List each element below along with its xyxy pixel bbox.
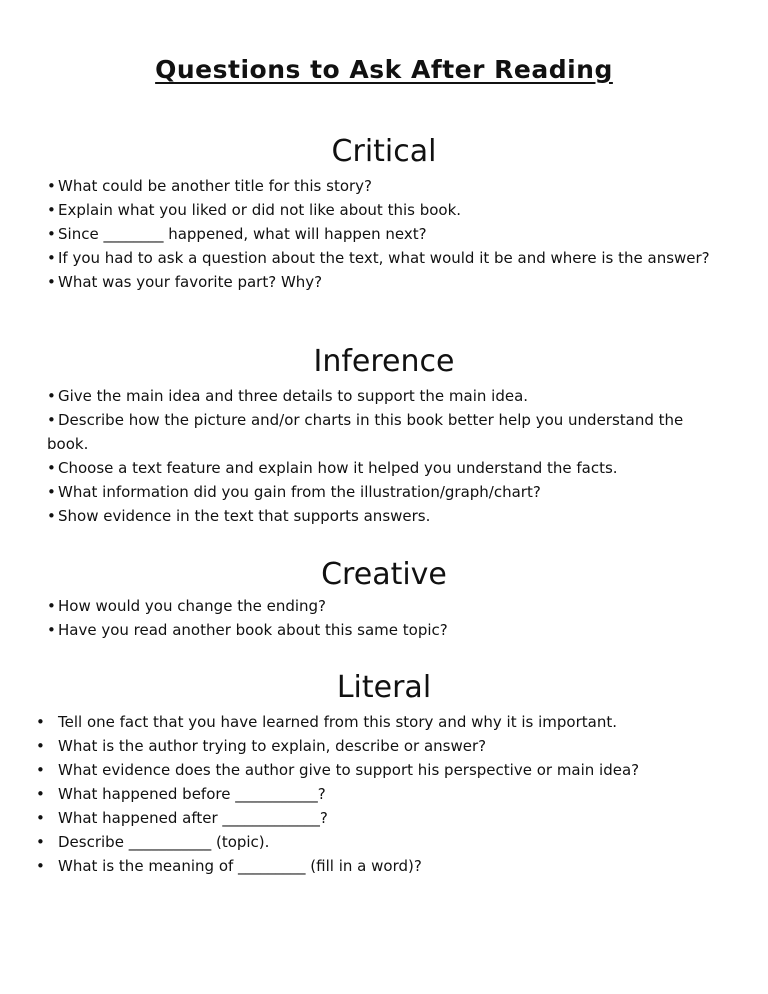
list-item: • Tell one fact that you have learned from this story and why it is important. <box>47 710 727 734</box>
document-title: Questions to Ask After Reading <box>155 55 613 84</box>
inference-question-list <box>47 384 727 528</box>
section-heading-inference: Inference <box>313 344 455 379</box>
list-item: • Choose a text feature and explain how it helped you understand the facts. <box>47 456 727 480</box>
section-heading-literal: Literal <box>336 670 432 705</box>
list-item: • Since ________ happened, what will happen next? <box>47 222 727 246</box>
list-item: • How would you change the ending? <box>47 594 727 618</box>
bullet-icon: • <box>36 857 45 875</box>
critical-question-list <box>47 174 727 294</box>
bullet-icon: • <box>47 177 56 195</box>
literal-question-list <box>36 710 727 878</box>
list-item: • What could be another title for this story? <box>47 174 727 198</box>
bullet-icon: • <box>47 201 56 219</box>
list-item: • Give the main idea and three details to support the main idea. <box>47 384 727 408</box>
section-heading-critical: Critical <box>331 134 437 169</box>
bullet-icon: • <box>36 785 45 803</box>
list-item: • What was your favorite part? Why? <box>47 270 727 294</box>
bullet-icon: • <box>36 761 45 779</box>
bullet-icon: • <box>47 249 56 267</box>
bullet-icon: • <box>47 483 56 501</box>
list-item: • Describe how the picture and/or charts in this book better help you understand the book. <box>47 408 727 456</box>
bullet-icon: • <box>36 833 45 851</box>
bullet-icon: • <box>47 273 56 291</box>
bullet-icon: • <box>47 597 56 615</box>
list-item: • What happened before ___________? <box>47 782 727 806</box>
list-item: • Explain what you liked or did not like about this book. <box>47 198 727 222</box>
bullet-icon: • <box>36 713 45 731</box>
list-item: • What happened after _____________? <box>47 806 727 830</box>
list-item: • Have you read another book about this same topic? <box>47 618 727 642</box>
creative-question-list <box>47 594 727 642</box>
list-item: • What is the author trying to explain, describe or answer? <box>47 734 727 758</box>
section-heading-creative: Creative <box>321 557 447 592</box>
bullet-icon: • <box>47 621 56 639</box>
bullet-icon: • <box>36 809 45 827</box>
list-item: • What is the meaning of _________ (fill in a word)? <box>47 854 727 878</box>
bullet-icon: • <box>36 737 45 755</box>
bullet-icon: • <box>47 387 56 405</box>
list-item: • If you had to ask a question about the text, what would it be and where is the answer? <box>47 246 727 270</box>
bullet-icon: • <box>47 507 56 525</box>
bullet-icon: • <box>47 411 56 429</box>
bullet-icon: • <box>47 459 56 477</box>
list-item: • Describe ___________ (topic). <box>47 830 727 854</box>
list-item: • Show evidence in the text that supports answers. <box>47 504 727 528</box>
bullet-icon: • <box>47 225 56 243</box>
list-item: • What information did you gain from the illustration/graph/chart? <box>47 480 727 504</box>
list-item: • What evidence does the author give to support his perspective or main idea? <box>47 758 727 782</box>
